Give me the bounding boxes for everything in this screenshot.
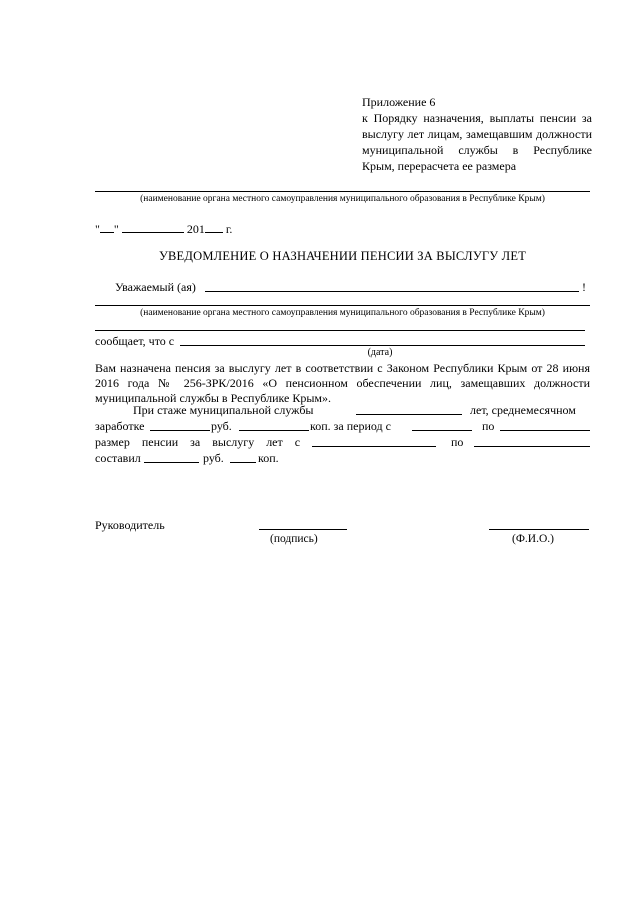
greeting-label: Уважаемый (ая) (115, 280, 196, 294)
blank-line (95, 330, 585, 331)
amount-kop-blank (230, 462, 256, 463)
informs-label: сообщает, что с (95, 334, 175, 348)
date-line (95, 221, 232, 237)
year-suffix: г. (225, 222, 233, 236)
year-blank (205, 221, 223, 233)
earnings-kop-blank (239, 430, 309, 431)
name-line (489, 529, 589, 530)
day-blank (100, 221, 114, 233)
period-to-blank (500, 430, 590, 431)
earnings-label: заработке (95, 419, 145, 433)
period-from-blank (412, 430, 472, 431)
pension-to-label: по (451, 435, 464, 449)
greeting-exclamation: ! (582, 280, 586, 294)
greeting-name-line (205, 291, 579, 292)
appendix-text: к Порядку назначения, выплаты пенсии за выслугу лет лицам, замещавшим должности муниципальной службы в Республике Крым, перерасчета ее размера (362, 111, 592, 173)
period-to-label: по (482, 419, 495, 433)
authority-caption-2: (наименование органа местного самоуправления муниципального образования в Республике Крым) (140, 308, 545, 318)
earnings-rub-blank (150, 430, 210, 431)
signature-caption: (подпись) (270, 533, 318, 545)
appendix-block (362, 94, 592, 174)
year-prefix: 201 (186, 222, 205, 236)
document-title: УВЕДОМЛЕНИЕ О НАЗНАЧЕНИИ ПЕНСИИ ЗА ВЫСЛУГУ ЛЕТ (158, 249, 527, 263)
pension-paragraph: Вам назначена пенсия за выслугу лет в соответствии с Законом Республики Крым от 28 июня 2016 года № 256-ЗРК/2016 «О пенсионном обеспечении лиц, замещавших должности муниципальной службы в Республике Крым». (95, 361, 590, 405)
date-quote-open: " (95, 222, 100, 236)
authority-line-2 (95, 305, 590, 306)
date-caption: (дата) (367, 347, 393, 358)
authority-caption-1: (наименование органа местного самоуправления муниципального образования в Республике Крым) (140, 194, 545, 204)
service-label: При стаже муниципальной службы (133, 403, 314, 417)
authority-line-1 (95, 191, 590, 192)
amount-kop-label: коп. (258, 451, 279, 465)
pension-from-blank (312, 446, 436, 447)
amount-rub-label: руб. (203, 451, 224, 465)
service-years-blank (356, 414, 462, 415)
pension-size-label: размер пенсии за выслугу лет с (95, 435, 301, 449)
earnings-rub-label: руб. (211, 419, 232, 433)
informs-date-line (180, 345, 585, 346)
signature-line (259, 529, 347, 530)
average-earnings-label: лет, среднемесячном (470, 403, 576, 417)
name-caption: (Ф.И.О.) (512, 533, 554, 545)
date-quote-close: " (113, 222, 119, 236)
period-from-label: коп. за период с (310, 419, 391, 433)
pension-to-blank (474, 446, 590, 447)
head-label: Руководитель (95, 518, 165, 532)
appendix-label: Приложение 6 (362, 95, 436, 109)
month-blank (122, 221, 184, 233)
amount-rub-blank (144, 462, 199, 463)
amount-label: составил (95, 451, 141, 465)
